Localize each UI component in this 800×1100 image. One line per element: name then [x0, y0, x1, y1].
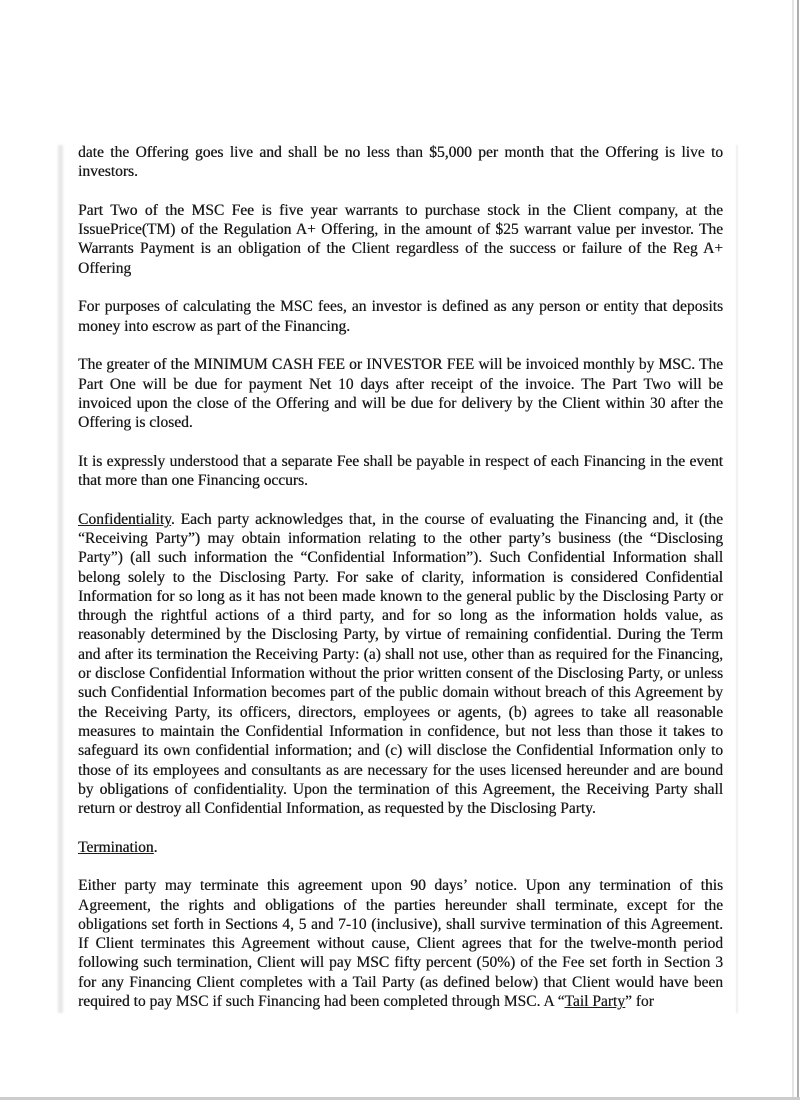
- text-run: It is expressly understood that a separate Fee shall be payable in respect of each Financing in the event that more than one Financing occurs.: [78, 452, 723, 490]
- section-heading: [78, 838, 723, 857]
- scan-artifact-left-margin: [58, 145, 63, 1013]
- scan-artifact-right-margin: [736, 145, 738, 1013]
- paragraph: [78, 201, 723, 278]
- paragraph: [78, 355, 723, 432]
- underlined-text: Tail Party: [564, 993, 625, 1011]
- underlined-text: Termination: [78, 838, 154, 856]
- text-run: Either party may terminate this agreement upon 90 days’ notice. Upon any termination of this Agreement, the rights and obligations of the parties hereunder shall terminate, except for the obligations set forth in Sections 4, 5 and 7-10 (inclusive), shall survive termination of this Agreement. If Client terminates this Agreement without cause, Client agrees that for the twelve-month period following such termination, Client will pay MSC fifty percent (50%) of the Fee set forth in Section 3 for any Financing Client completes with a Tail Party (as defined below) that Client would have been required to pay MSC if such Financing had been completed through MSC. A “: [78, 877, 723, 1011]
- page-edge-right-inner: [792, 0, 794, 1100]
- paragraph: [78, 876, 723, 1011]
- text-run: Part Two of the MSC Fee is five year warrants to purchase stock in the Client company, at the IssuePrice(TM) of the Regulation A+ Offering, in the amount of $25 warrant value per investor. The Warrants Payment is an obligation of the Client regardless of the success or failure of the Reg A+ Offering: [78, 201, 723, 277]
- text-run: . Each party acknowledges that, in the course of evaluating the Financing and, it (the “Receiving Party”) may obtain information relating to the other party’s business (the “Disclosing Party”) (all such information the “Confidential Information”). Such Confidential Information shall belong solely to the Disclosing Party. For sake of clarity, information is considered Confidential Information for so long as it has not been made known to the general public by the Disclosing Party or through the rightful actions of a third party, and for so long as the information holds value, as reasonably determined by the Disclosing Party, by virtue of remaining confidential. During the Term and after its termination the Receiving Party: (a) shall not use, other than as required for the Financing, or disclose Confidential Information without the prior written consent of the Disclosing Party, or unless such Confidential Information becomes part of the public domain without breach of this Agreement by the Receiving Party, its officers, directors, employees or agents, (b) agrees to take all reasonable measures to maintain the Confidential Information in confidence, but not less than those it takes to safeguard its own confidential information; and (c) will disclose the Confidential Information only to those of its employees and consultants as are necessary for the uses licensed hereunder and are bound by obligations of confidentiality. Upon the termination of this Agreement, the Receiving Party shall return or destroy all Confidential Information, as requested by the Disclosing Party.: [78, 510, 723, 818]
- text-run: For purposes of calculating the MSC fees, an investor is defined as any person or entity that deposits money into escrow as part of the Financing.: [78, 298, 723, 335]
- page-edge-right: [797, 0, 799, 1100]
- underlined-text: Confidentiality: [78, 510, 171, 528]
- paragraph: [78, 143, 723, 182]
- text-run: .: [153, 838, 158, 856]
- document-text-body: [78, 143, 723, 1031]
- paragraph: [78, 510, 723, 819]
- paragraph: [78, 297, 723, 336]
- text-run: The greater of the MINIMUM CASH FEE or INVESTOR FEE will be invoiced monthly by MSC. The Part One will be due for payment Net 10 days after receipt of the invoice. The Part Two will be invoiced upon the close of the Offering and will be due for delivery by the Client within 30 after the Offering is closed.: [78, 356, 723, 432]
- text-run: ” for: [624, 993, 654, 1011]
- text-run: date the Offering goes live and shall be no less than $5,000 per month that the Offering is live to investors.: [78, 144, 723, 181]
- paragraph: [78, 452, 723, 491]
